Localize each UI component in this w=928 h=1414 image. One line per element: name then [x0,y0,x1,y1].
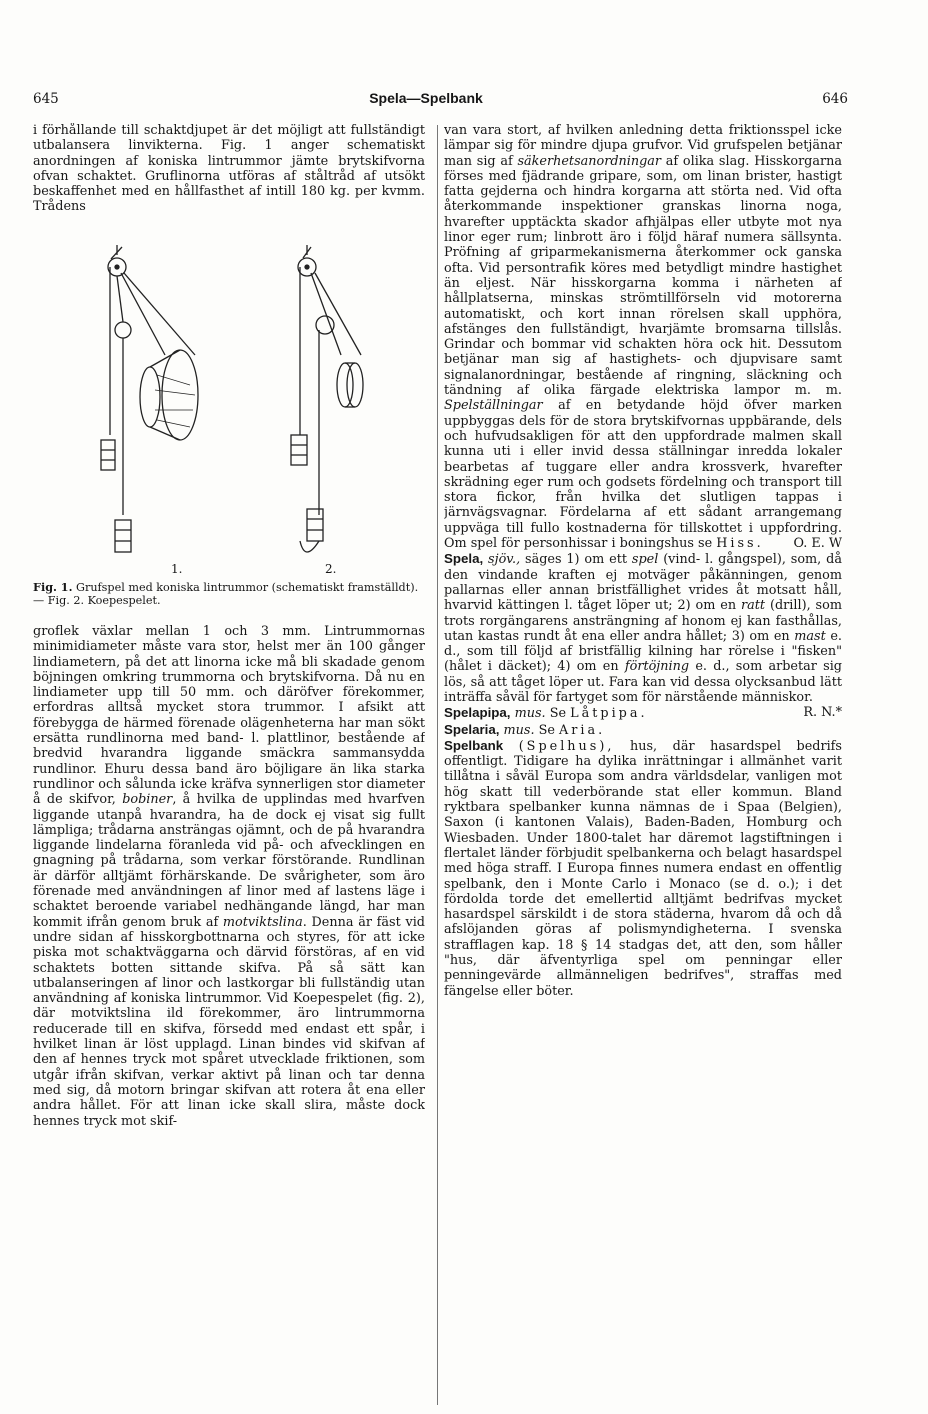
headword: Spela, [444,551,484,567]
page-number-right: 646 [822,91,848,107]
caption-fig-label: Fig. 1. [33,580,73,594]
entry-spelaria: Spelaria, mus. Se Aria. [444,721,606,738]
running-title: Spela—Spelbank [369,90,483,106]
figure-1-label: 1. [171,562,183,576]
page-number-left: 645 [33,91,59,107]
paragraph: i förhållande till schaktdjupet är det möjligt att fullständigt utbalansera linvikterna. Fig. 1 anger schematiskt anordningen af koniska lintrummor jämte brytskifvorna ofvan schaktet. Gruflinorna utföras af ståltråd af utsökt beskaffenhet med en hållfasthet af intill 180 kg. per kvmm. Trådens [33,123,425,215]
figure-caption [33,581,425,608]
entry-spela: Spela, sjöv., säges 1) om ett spel (vind- l. gångspel), som, då den vindande kraften ej motväger påkänningen, genom pallarnas eller annan bristfällighet vrides åt motsatt håll, hvarvid kättingen l. tåget löper ut; 2) om en ratt (drill), som trots rorgängarens ansträngning af honom ej kan fasthållas, utan kastas rundt åt ena eller andra hållet; 3) om en mast e. d., som till följd af bristfällig kilning har rörelse i "fisken" (hålet i däcket); 4) om en förtöjning e. d., som arbetar sig lös, så att tåget löper ut. Fara kan vid dessa olycksanbud lätt inträffa såväl för fartyget som för närstående människor. R. N.* [444,551,842,721]
fig2-drawing [291,245,363,552]
headword: Spelaria, [444,721,500,737]
paragraph: groflek växlar mellan 1 och 3 mm. Lintrummornas minimidiameter måste vara stor, helst mer än 100 gånger lindiametern, på det att linorna icke må bli skadade genom böjningen omkring trummorna och brytskifvorna. Då nu en lindiameter upp till 50 mm. och däröfver förekommer, erfordras alltså mycket stora trummor. I afsikt att förebygga de härmed förenade olägenheterna har man sökt ersätta rundlinorna med band- l. plattlinor, bestående af bredvid hvarandra liggande smäckra sammansydda rundlinor. Ehuru dessa band äro böjligare än lika starka rundlinor och sålunda icke kräfva synnerligen stor diameter å de skifvor, bobiner, å hvilka de upplindas med hvarfven liggande utanpå hvarandra, ha de dock ej visat sig fullt lämpliga; trådarna ansträngas ojämnt, och de på hvarandra liggande lindelarna föranleda vid på- och afvecklingen en gnagning på trådarna, som verkar förstörande. Rundlinan är därför alltjämt förhärskande. De svårigheter, som äro förenade med användningen af linor med af lastens läge i schaktet beroende variabel nedhängande längd, har man kommit ifrån genom bruk af motviktslina. Denna är fäst vid undre sidan af hisskorgbottnarna och styres, för att icke piska mot schaktväggarna och därvid förstöras, af en vid schaktets botten sittande skifva. På så sätt kan utbalanseringen af linor och lastkorgar bli fullständig utan användning af koniska lintrummor. Vid Koepespelet (fig. 2), där motviktslina ild förekommer, äro lintrummorna reducerade till en skifva, försedd med endast ett spår, i hvilket linan är löst upplagd. Linan bindes vid skifvan af den af hennes tryck mot spåret utvecklade friktionen, som utgår ifrån skifvan, verkar aktivt på linan och tar denna med sig, då motorn bringar skifvan att rotera åt ena eller andra hållet. För att linan icke skall slira, måste dock hennes tryck mot skif- [33,624,425,1129]
signature: O. E. W [793,536,842,552]
hoist-figure-illustration [95,245,395,567]
signature: R. N.* [803,705,842,721]
column-divider [437,125,438,1405]
headword: Spelbank [444,737,504,753]
paragraph: van vara stort, af hvilken anledning detta friktionsspel icke lämpar sig för mindre djupa grufvor. Vid grufspelen betjänar man sig af säkerhetsanordningar af olika slag. Hisskorgarna förses med fjädrande gripare, som, om linan brister, hastigt fatta gejderna och hindra korgarna att störta ned. Vid ofta återkommande inspektioner granskas linorna noga, hvarefter upptäckta skador afhjälpas eller utbyte mot nya linor eger rum; linbrott äro i följd häraf numera sällsynta. Pröfning af griparmekanismerna återkommer ock ganska ofta. Vid persontrafik köres med betydligt mindre hastighet än eljest. När hisskorgarna komma i närheten af hållplatserna, minskas strömtillförseln vid motorerna automatiskt, och kort innan rörelsen skall upphöra, afstänges den fullständigt, hvarjämte bromsarna tillslås. Grindar och bommar vid schakten höra ock hit. Dessutom betjänar man sig af hastighets- och djupvisare samt signalanordningar, bestående af ringning, släckning och tändning af olika färgade elektriska lampor m. m. Spelställningar af en betydande höjd öfver marken uppbyggas dels för de stora brytskifvornas uppbärande, dels och hufvudsakligen för att den uppfordrade malmen skall kunna uti i eller invid dessa ställningar inredda lokaler bearbetas af tuggare eller andra krossverk, hvarefter skrädning eger rum och godsets fördelning och transport till stora fickor, från hvilka det slutligen tappas i järnvägsvagnar. Fördelarna af ett sådant arrangemang uppväga till fullo kostnaderna för tillskottet i uppfordring. Om spel för personhissar i boningshus se Hiss. O. E. W [444,123,842,552]
figure-2-label: 2. [325,562,337,576]
left-column-bottom-text [33,624,425,1414]
left-column-top-text [33,123,425,249]
entry-spelbank: Spelbank (Spelhus), hus, där hasardspel bedrifs offentligt. Tidigare ha dylika inrättningar i allmänhet varit tillåtna i såväl Europa som andra världsdelar, vanligen mot hög skatt till vederbörande stat eller kommun. Bland ryktbara spelbanker kunna nämnas de i Spaa (Belgien), Saxon (i kantonen Valais), Baden-Baden, Homburg och Wiesbaden. Under 1800-talet har däremot lagstiftningen i flertalet länder förbjudit spelbankerna och belagt hasardspel med höga straff. I Europa finnes numera endast en offentlig spelbank, den i Monte Carlo i Monaco (se d. o.); i det fördolda torde det emellertid alltjämt bedrifvas mycket hasardspel särskildt i de stora städerna, hvarom då och då afslöjanden göras af polismyndigheterna. I svenska strafflagen kap. 18 § 14 stadgas det, att den, som håller "hus, där äfventyrliga spel om penningar eller penningevärde allmänneligen bedrifves", straffas med fängelse eller böter. [444,737,842,999]
right-column-text [444,123,842,1403]
caption-text: Grufspel med koniska lintrummor (schematiskt framställdt). — Fig. 2. Koepespelet. [33,581,419,608]
entry-spelapipa: Spelapipa, mus. Se Låtpipa. [444,705,648,722]
fig1-drawing [101,245,198,552]
headword: Spelapipa, [444,705,511,721]
